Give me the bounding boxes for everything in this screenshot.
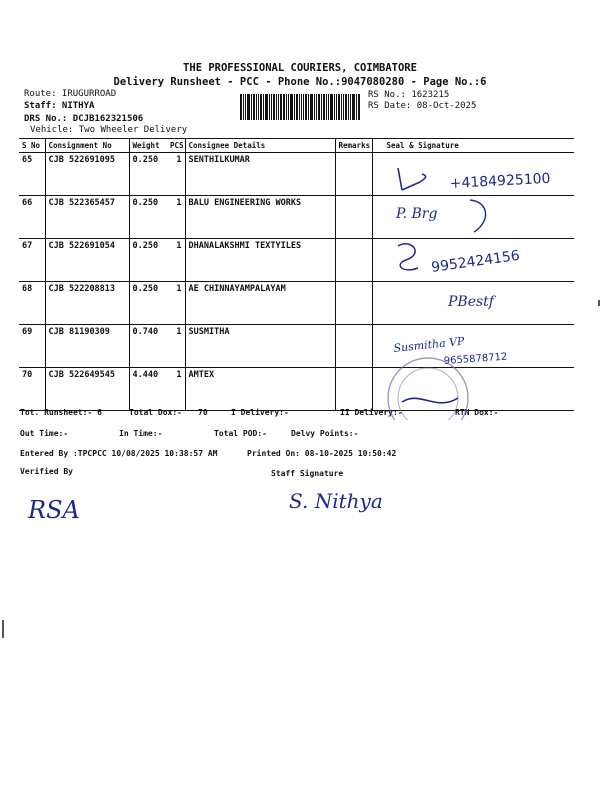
- total-dox-value: 70: [198, 408, 208, 417]
- barcode-bar: [258, 94, 259, 120]
- svg-text:S. Nithya: S. Nithya: [289, 489, 383, 513]
- weight-cell: 0.250: [129, 282, 167, 325]
- weight-cell: 0.250: [129, 153, 167, 196]
- barcode-bar: [356, 94, 357, 120]
- barcode-bar: [251, 94, 252, 120]
- handwritten-sign-68: PBestf: [448, 294, 494, 310]
- sno-cell: 67: [19, 239, 45, 282]
- weight-cell: 0.740: [129, 325, 167, 368]
- in-time: In Time:-: [119, 429, 163, 438]
- consignment-cell: CJB 522691054: [45, 239, 129, 282]
- pcs-cell: 1: [167, 153, 185, 196]
- barcode-bar: [308, 94, 309, 120]
- entered-by: Entered By :TPCPCC 10/08/2025 10:38:57 AM: [20, 449, 218, 458]
- consignment-cell: CJB 81190309: [45, 325, 129, 368]
- barcode-bar: [265, 94, 268, 120]
- barcode-bar: [299, 94, 300, 120]
- col-header-seal-signature: Seal & Signature: [372, 139, 574, 153]
- barcode-bar: [301, 94, 302, 120]
- scan-mark: [2, 620, 4, 638]
- barcode-bar: [290, 94, 293, 120]
- staff-signature: [285, 482, 425, 522]
- signature-row-66-curl: [470, 200, 486, 232]
- consignee-cell: SENTHILKUMAR: [185, 153, 335, 196]
- seal-signature-area: [380, 150, 600, 420]
- barcode: [240, 94, 365, 120]
- barcode-bar: [343, 94, 344, 120]
- svg-text:RSA: RSA: [28, 496, 80, 524]
- rtn-dox: RTN Dox:-: [455, 408, 499, 417]
- barcode-bar: [260, 94, 262, 120]
- barcode-bar: [348, 94, 349, 120]
- barcode-bar: [283, 94, 285, 120]
- sno-cell: 69: [19, 325, 45, 368]
- barcode-bar: [334, 94, 335, 120]
- barcode-bar: [243, 94, 244, 120]
- barcode-bar: [253, 94, 255, 120]
- barcode-bar: [269, 94, 270, 120]
- handwritten-phone-65: +4184925100: [449, 170, 551, 192]
- company-stamp-inner: [398, 368, 458, 420]
- rs-number: RS No.: 1623215: [368, 90, 450, 100]
- barcode-bar: [247, 94, 250, 120]
- remarks-cell: [335, 325, 372, 368]
- tot-runsheet: Tot. Runsheet:- 6: [20, 408, 102, 417]
- printed-on: Printed On: 08-10-2025 10:50:42: [247, 449, 397, 458]
- pcs-cell: 1: [167, 325, 185, 368]
- staff-label: Staff: NITHYA: [24, 101, 95, 111]
- remarks-cell: [335, 239, 372, 282]
- barcode-bar: [245, 94, 246, 120]
- col-header-sno: S No: [19, 139, 45, 153]
- barcode-bar: [341, 94, 342, 120]
- barcode-bar: [328, 94, 329, 120]
- col-header-consignment: Consignment No: [45, 139, 129, 153]
- barcode-bar: [273, 94, 275, 120]
- weight-cell: 0.250: [129, 196, 167, 239]
- remarks-cell: [335, 196, 372, 239]
- remarks-cell: [335, 368, 372, 411]
- signature-row-70: [402, 398, 458, 403]
- weight-cell: 4.440: [129, 368, 167, 411]
- barcode-bar: [323, 94, 325, 120]
- drs-number: DRS No.: DCJB162321506: [24, 114, 144, 124]
- signature-row-67: [398, 244, 418, 270]
- barcode-bar: [271, 94, 272, 120]
- barcode-bar: [326, 94, 327, 120]
- pcs-cell: 1: [167, 239, 185, 282]
- verified-by-signature: [24, 480, 114, 530]
- consignment-cell: CJB 522649545: [45, 368, 129, 411]
- barcode-bar: [288, 94, 289, 120]
- sno-cell: 66: [19, 196, 45, 239]
- consignee-cell: BALU ENGINEERING WORKS: [185, 196, 335, 239]
- consignee-cell: AE CHINNAYAMPALAYAM: [185, 282, 335, 325]
- barcode-bar: [310, 94, 313, 120]
- total-dox-label: Total Dox:-: [129, 408, 182, 417]
- barcode-bar: [314, 94, 315, 120]
- barcode-bar: [345, 94, 347, 120]
- delvy-points: Delvy Points:-: [291, 429, 359, 438]
- barcode-bar: [336, 94, 337, 120]
- route-label: Route: IRUGURROAD: [24, 89, 117, 99]
- col-header-remarks: Remarks: [335, 139, 372, 153]
- pcs-cell: 1: [167, 368, 185, 411]
- i-delivery: I Delivery:-: [231, 408, 289, 417]
- weight-cell: 0.250: [129, 239, 167, 282]
- barcode-bar: [305, 94, 307, 120]
- barcode-bar: [358, 94, 360, 120]
- barcode-bar: [256, 94, 257, 120]
- consignee-cell: SUSMITHA: [185, 325, 335, 368]
- barcode-bar: [338, 94, 340, 120]
- barcode-bar: [303, 94, 304, 120]
- runsheet-subtitle: Delivery Runsheet - PCC - Phone No.:9047080280 - Page No.:6: [113, 76, 487, 88]
- out-time: Out Time:-: [20, 429, 69, 438]
- company-title: THE PROFESSIONAL COURIERS, COIMBATORE: [183, 62, 417, 74]
- barcode-bar: [286, 94, 287, 120]
- handwritten-sign-66: P. Brg: [396, 206, 438, 222]
- total-pod: Total POD:-: [214, 429, 267, 438]
- barcode-bar: [316, 94, 317, 120]
- signature-row-65: [398, 168, 426, 190]
- barcode-bar: [240, 94, 242, 120]
- barcode-bar: [330, 94, 333, 120]
- handwritten-phone-67: 9952424156: [430, 247, 521, 276]
- sno-cell: 65: [19, 153, 45, 196]
- col-header-pcs: PCS: [167, 139, 185, 153]
- barcode-bar: [280, 94, 282, 120]
- consignee-cell: DHANALAKSHMI TEXTYILES: [185, 239, 335, 282]
- company-stamp: [388, 358, 468, 420]
- barcode-bar: [296, 94, 298, 120]
- barcode-bar: [263, 94, 264, 120]
- consignment-cell: CJB 522208813: [45, 282, 129, 325]
- handwritten-phone-69: 9655878712: [443, 351, 508, 367]
- col-header-weight: Weight: [129, 139, 167, 153]
- remarks-cell: [335, 282, 372, 325]
- rs-date: RS Date: 08-Oct-2025: [368, 101, 477, 111]
- sno-cell: 68: [19, 282, 45, 325]
- barcode-bar: [350, 94, 351, 120]
- barcode-bar: [318, 94, 320, 120]
- ii-delivery: II Delivery:-: [340, 408, 403, 417]
- barcode-bar: [352, 94, 355, 120]
- barcode-bar: [278, 94, 279, 120]
- consignment-cell: CJB 522691095: [45, 153, 129, 196]
- barcode-bar: [276, 94, 277, 120]
- col-header-consignee: Consignee Details: [185, 139, 335, 153]
- consignee-cell: AMTEX: [185, 368, 335, 411]
- remarks-cell: [335, 153, 372, 196]
- verified-by-label: Verified By: [20, 467, 73, 476]
- pcs-cell: 1: [167, 196, 185, 239]
- vehicle-label: Vehicle: Two Wheeler Delivery: [30, 125, 188, 135]
- pcs-cell: 1: [167, 282, 185, 325]
- sno-cell: 70: [19, 368, 45, 411]
- handwritten-name-69: Susmitha VP: [392, 334, 466, 355]
- consignment-cell: CJB 522365457: [45, 196, 129, 239]
- staff-signature-label: Staff Signature: [271, 469, 344, 478]
- barcode-bar: [321, 94, 322, 120]
- barcode-bar: [294, 94, 295, 120]
